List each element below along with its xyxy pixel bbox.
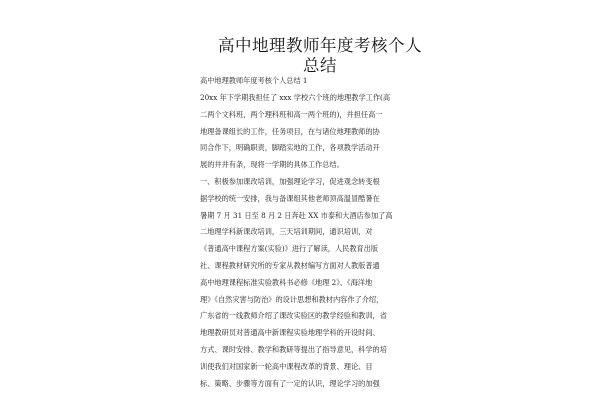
text-line: 展的井井有条，现将一学期的具体工作总结。 xyxy=(200,160,344,170)
text-line: 社、课程教材研究所的专家从教材编写方面对人教版普通 xyxy=(200,260,380,270)
text-line: 二地理学科新课改培训，三天培训期间，通识培训，对 xyxy=(200,227,373,237)
text-line: 方式、课时安排、教学和教研等提出了指导意见，科学的培 xyxy=(200,344,387,354)
title-line-2: 总结 xyxy=(303,56,337,75)
text-line: 广东省的一线教师介绍了课改实验区的教学经验和教训，省 xyxy=(200,311,387,321)
text-line: 据学校的统一安排，我与备课组其他老师顶高温冒酷暑在 xyxy=(200,193,380,203)
text-line: 暑期 7 月 31 日至 8 月 2 日奔赴 XX 市泰和大酒店参加了高 xyxy=(200,210,393,220)
paragraph-lines xyxy=(200,90,418,392)
text-line: 地理教研员对普通高中新课程实验地理学科的开设时间、 xyxy=(200,328,380,338)
document-body xyxy=(200,73,418,392)
text-line: 高中地理课程标准实验教科书必修《地理 2》、《海洋地 xyxy=(200,277,373,287)
text-line: 地理备课组长的工作，任务项目，在与诸位地理教师的协 xyxy=(200,126,380,136)
text-line: 20xx 年下学期我担任了 xxx 学校六个班的地理教学工作(高 xyxy=(200,93,391,102)
text-line: 理》《自然灾害与防治》的设计思想和教材内容作了介绍， xyxy=(200,294,384,304)
document-subtitle: 高中地理教师年度考核个人总结 1 xyxy=(200,76,308,85)
text-line: 训使我们对国家新一轮高中课程改革的背景、理论、目 xyxy=(200,361,373,371)
text-line: 二两个文科班，两个理科班和高一两个班的)，并担任高一 xyxy=(200,109,383,119)
document-title xyxy=(190,36,450,76)
title-line-1: 高中地理教师年度考核个人 xyxy=(218,36,422,55)
text-line: 一、积极参加课改培训，加强理论学习，促进观念转变根 xyxy=(200,176,380,186)
text-line: 同合作下，明确职责，脚踏实地的工作，各项教学活动开 xyxy=(200,143,380,153)
text-line: 《普通高中课程方案(实验)》进行了解读，人民教育出版 xyxy=(200,244,379,254)
text-line: 标、策略、步骤等方面有了一定的认识，理论学习的加强 xyxy=(200,378,380,388)
